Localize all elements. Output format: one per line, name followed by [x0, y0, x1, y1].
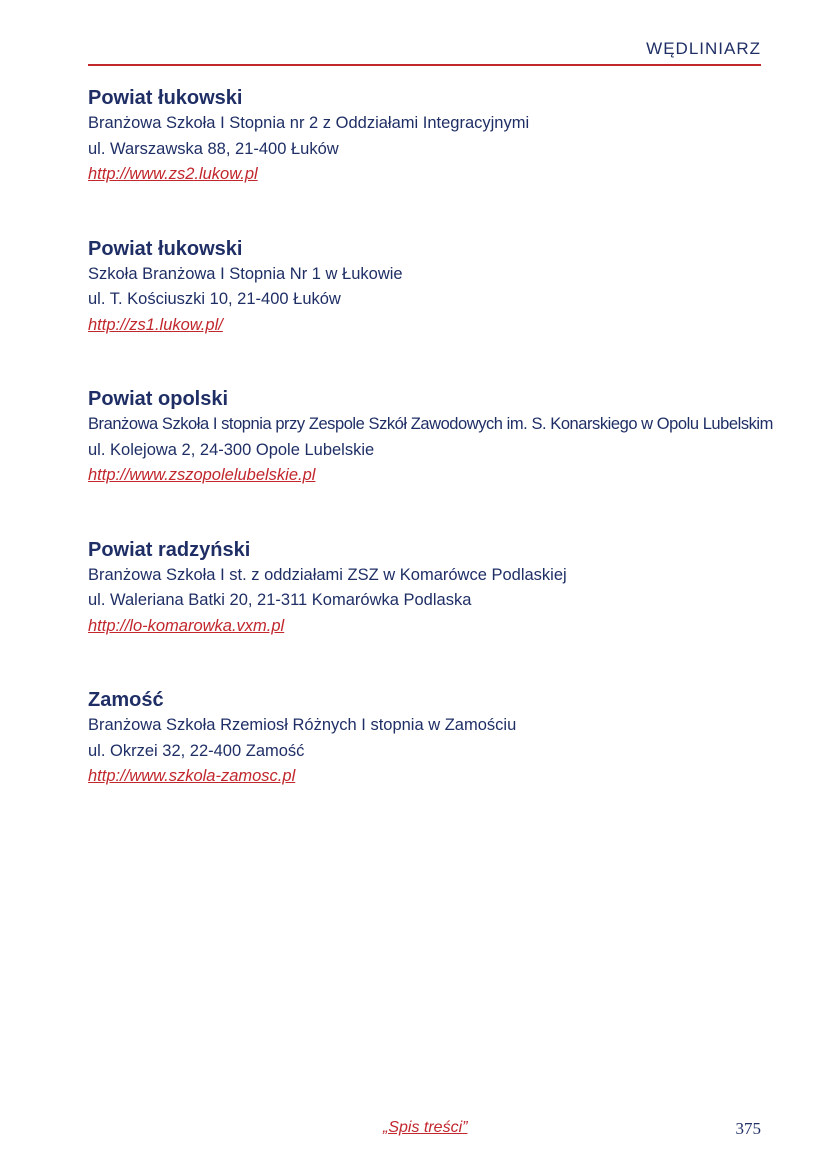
school-entry: [88, 237, 768, 388]
page-number: 375: [735, 1119, 761, 1138]
school-entry: [88, 86, 768, 237]
school-name: Branżowa Szkoła I Stopnia nr 2 z Oddziałami Integracyjnymi: [88, 114, 530, 132]
entry-heading: Powiat opolski: [88, 388, 229, 410]
table-of-contents-link[interactable]: „Spis treści”: [383, 1119, 468, 1136]
entry-heading: Powiat łukowski: [88, 237, 243, 260]
entry-heading: Powiat radzyński: [88, 538, 251, 561]
school-website-link[interactable]: http://www.szkola-zamosc.pl: [88, 767, 296, 785]
school-address: ul. Kolejowa 2, 24-300 Opole Lubelskie: [88, 440, 375, 459]
school-entry: [88, 538, 768, 689]
school-website-link[interactable]: http://zs1.lukow.pl/: [88, 315, 223, 334]
entry-heading: Powiat łukowski: [88, 87, 243, 109]
school-address: ul. Okrzei 32, 22-400 Zamość: [88, 741, 305, 760]
school-address: ul. Waleriana Batki 20, 21-311 Komarówka Podlaska: [88, 591, 472, 609]
school-name: Branżowa Szkoła I st. z oddziałami ZSZ w Komarówce Podlaskiej: [88, 565, 567, 584]
school-name: Branżowa Szkoła Rzemiosł Różnych I stopnia w Zamościu: [88, 716, 517, 734]
school-website-link[interactable]: http://lo-komarowka.vxm.pl: [88, 616, 285, 635]
header-divider: [88, 64, 761, 66]
school-website-link[interactable]: http://www.zszopolelubelskie.pl: [88, 466, 316, 484]
section-title: WĘDLINIARZ: [646, 39, 761, 58]
school-address: ul. Warszawska 88, 21-400 Łuków: [88, 139, 339, 158]
school-address: ul. T. Kościuszki 10, 21-400 Łuków: [88, 290, 341, 308]
school-list: [88, 86, 773, 839]
entry-heading: Zamość: [88, 689, 164, 711]
school-name: Branżowa Szkoła I stopnia przy Zespole Szkół Zawodowych im. S. Konarskiego w Opolu Lubelskim: [88, 415, 773, 433]
school-entry: [88, 688, 768, 839]
school-entry: [88, 387, 773, 538]
school-website-link[interactable]: http://www.zs2.lukow.pl: [88, 165, 258, 183]
school-name: Szkoła Branżowa I Stopnia Nr 1 w Łukowie: [88, 264, 403, 283]
